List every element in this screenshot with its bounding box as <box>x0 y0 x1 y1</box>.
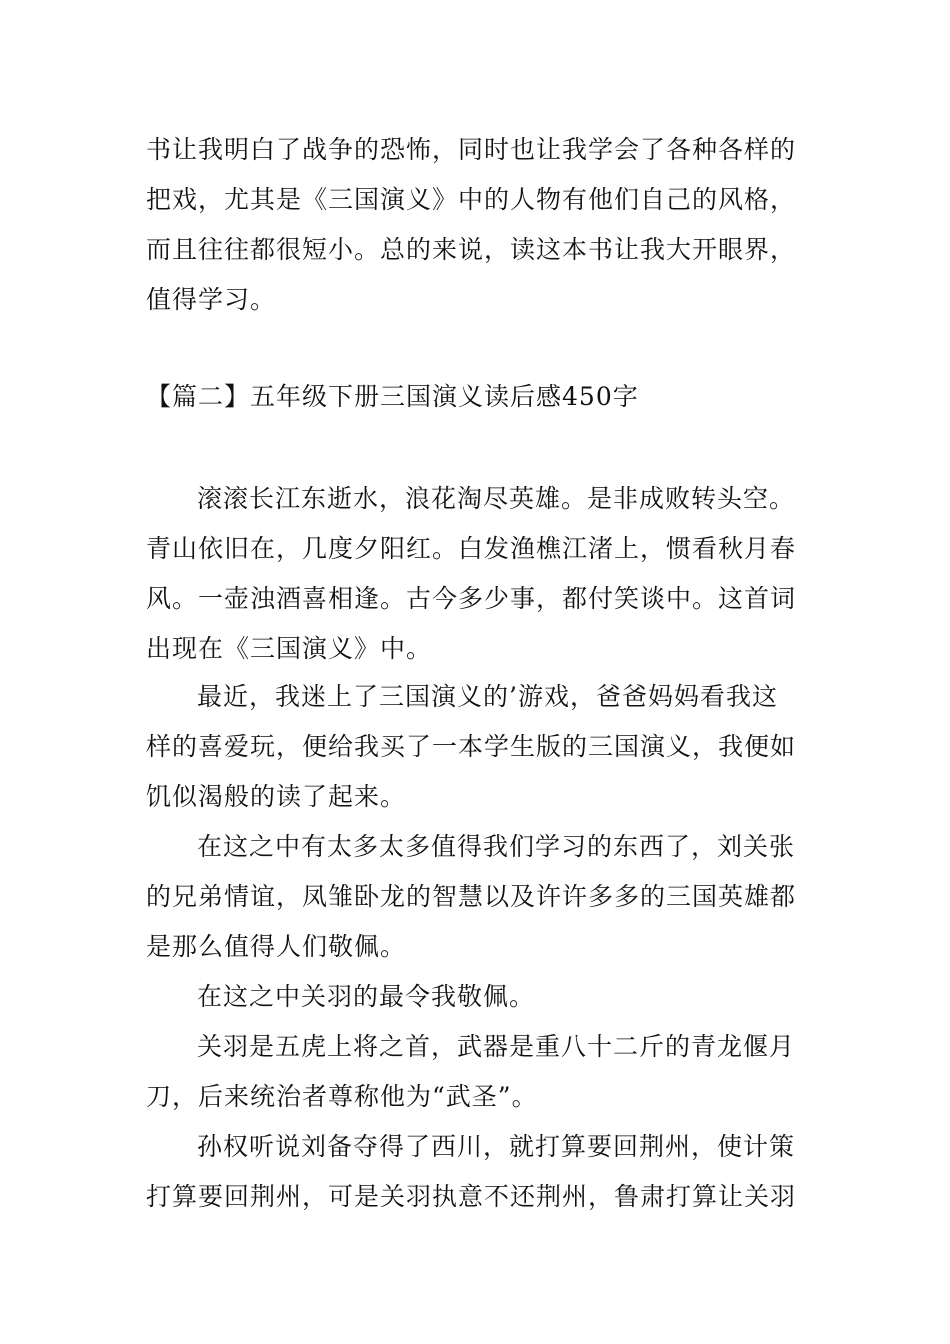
paragraph-2-line-2: 样的喜爱玩，便给我买了一本学生版的三国演义，我便如 <box>146 732 797 761</box>
paragraph-1-line-2: 青山依旧在，几度夕阳红。白发渔樵江渚上，惯看秋月春 <box>146 534 797 563</box>
paragraph-5-line-2: 刀，后来统治者尊称他为“武圣”。 <box>146 1082 538 1111</box>
paragraph-2-line-1: 最近，我迷上了三国演义的’游戏，爸爸妈妈看我这 <box>197 682 778 711</box>
paragraph-2-line-3: 饥似渴般的读了起来。 <box>146 782 407 811</box>
paragraph-1-line-1: 滚滚长江东逝水，浪花淘尽英雄。是非成败转头空。 <box>197 484 796 513</box>
intro-line-4: 值得学习。 <box>146 285 277 314</box>
paragraph-3-line-3: 是那么值得人们敬佩。 <box>146 932 407 961</box>
intro-line-3: 而且往往都很短小。总的来说，读这本书让我大开眼界， <box>146 235 797 264</box>
paragraph-6-line-2: 打算要回荆州，可是关羽执意不还荆州，鲁肃打算让关羽 <box>146 1182 797 1211</box>
intro-line-2: 把戏，尤其是《三国演义》中的人物有他们自己的风格， <box>146 185 797 214</box>
intro-line-1: 书让我明白了战争的恐怖，同时也让我学会了各种各样的 <box>146 135 797 164</box>
paragraph-6-line-1: 孙权听说刘备夺得了西川，就打算要回荆州，使计策 <box>197 1132 796 1161</box>
paragraph-3-line-2: 的兄弟情谊，凤雏卧龙的智慧以及许许多多的三国英雄都 <box>146 882 797 911</box>
paragraph-3-line-1: 在这之中有太多太多值得我们学习的东西了，刘关张 <box>197 832 796 861</box>
paragraph-1-line-4: 出现在《三国演义》中。 <box>146 634 433 663</box>
paragraph-1-line-3: 风。一壶浊酒喜相逢。古今多少事，都付笑谈中。这首词 <box>146 584 797 613</box>
paragraph-5-line-1: 关羽是五虎上将之首，武器是重八十二斤的青龙偃月 <box>197 1032 796 1061</box>
section-heading: 【篇二】五年级下册三国演义读后感450字 <box>146 382 639 411</box>
paragraph-4-line-1: 在这之中关羽的最令我敬佩。 <box>197 982 536 1011</box>
